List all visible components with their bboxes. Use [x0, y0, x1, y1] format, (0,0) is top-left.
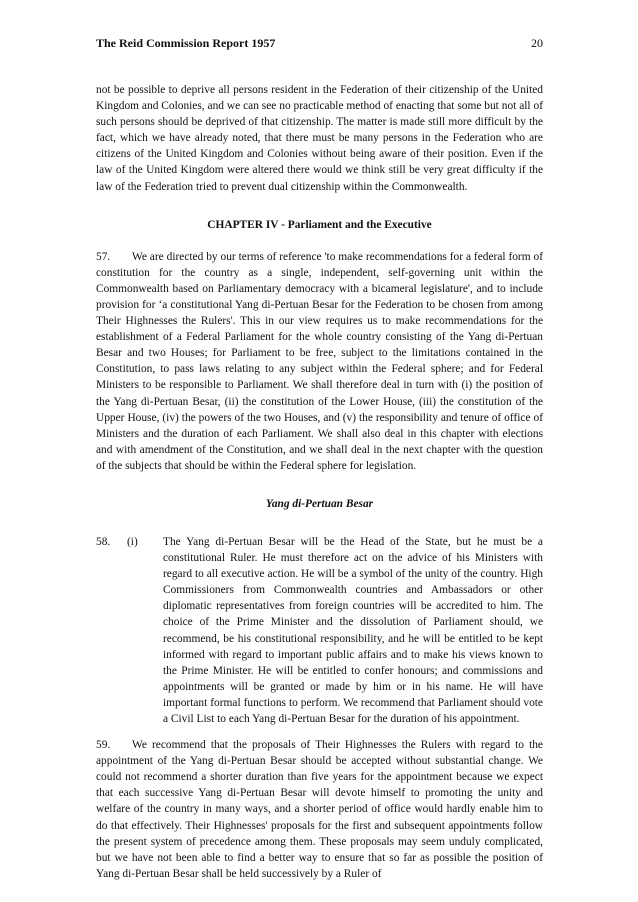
document-page — [96, 36, 543, 882]
continuation-paragraph: not be possible to deprive all persons resident in the Federation of their citizenship of the United Kingdom and Colonies, and we can see no practicable method of enacting that some but not all of such persons should be deprived of that citizenship. The matter is made still more difficult by the fact, which we have already noted, that there must be many persons in the Federation who are citizens of the United Kingdom and Colonies without being aware of their position. Even if the law of the United Kingdom were altered there would we think still be very great difficulty if the law of the Federation tried to prevent dual citizenship within the Commonwealth. — [96, 84, 543, 193]
paragraph-number: 57. — [96, 250, 111, 263]
paragraph-58 — [96, 534, 543, 727]
page-number: 20 — [531, 36, 543, 50]
paragraph-number: 58. — [96, 535, 111, 548]
section-heading: Yang di-Pertuan Besar — [265, 497, 374, 510]
page-header — [96, 36, 543, 52]
chapter-heading: CHAPTER IV - Parliament and the Executive — [207, 218, 432, 231]
paragraph-number: 59. — [96, 739, 111, 752]
document-title: The Reid Commission Report 1957 — [96, 36, 276, 50]
paragraph-59 — [96, 737, 543, 882]
paragraph-text: We recommend that the proposals of Their Highnesses the Rulers with regard to the appointment of the Yang di-Pertuan Besar should be accepted without substantial change. We could not recommend a shorter duration than five years for the appointment because we expect that each successive Yang di-Pertuan Besar will devote himself to promoting the unity and welfare of the country in many ways, and a shorter period of office would hardly enable him to do that effectively. Their Highnesses' proposals for the first and subsequent appointments follow the present system of precedence among them. These proposals may seem unduly complicated, but we have not been able to find a better way to ensure that so far as possible the position of Yang di-Pertuan Besar shall be held successively by a Ruler of — [96, 739, 543, 880]
paragraph-text: We are directed by our terms of reference 'to make recommendations for a federal form of constitution for the country as a single, independent, self-governing unit within the Commonwealth based on Parliamentary democracy with a bicameral legislature', and to include provision for ‘a constitutional Yang di-Pertuan Besar for the Federation to be chosen from among Their Highnesses the Rulers'. This in our view requires us to make recommendations for the establishment of a Federal Parliament for the whole country consisting of the Yang di-Pertuan Besar and two Houses; for Parliament to be free, subject to the limitations contained in the Constitution, to pass laws relating to any subject within the Federal sphere; and for Federal Ministers to be responsible to Parliament. We shall therefore deal in turn with (i) the position of the Yang di-Pertuan Besar, (ii) the constitution of the Lower House, (iii) the constitution of the Upper House, (iv) the powers of the two Houses, and (v) the responsibility and tenure of office of Ministers and the duration of each Parliament. We shall also deal in this chapter with elections and with amendment of the Constitution, and we shall deal in the next chapter with the question of the subjects that should be within the Federal sphere for legislation. — [96, 250, 543, 472]
paragraph-text: The Yang di-Pertuan Besar will be the Head of the State, but he must be a constitutional Ruler. He must therefore act on the advice of his Ministers with regard to all executive action. He will be a symbol of the unity of the country. High Commissioners from Commonwealth countries and Ambassadors or other diplomatic representatives from foreign countries will be accredited to him. The choice of the Prime Minister and the dissolution of Parliament should, we recommend, be his constitutional responsibility, and he will be entitled to be kept informed with regard to important public affairs and to make his views known to the Prime Minister. He will be entitled to confer honours; and commissions and appointments will be granted or made by him or in his name. He will have important formal functions to perform. We recommend that Parliament should vote a Civil List to each Yang di-Pertuan Besar for the duration of his appointment. — [163, 535, 543, 725]
paragraph-57 — [96, 249, 543, 474]
sub-paragraph-marker: (i) — [127, 535, 138, 548]
